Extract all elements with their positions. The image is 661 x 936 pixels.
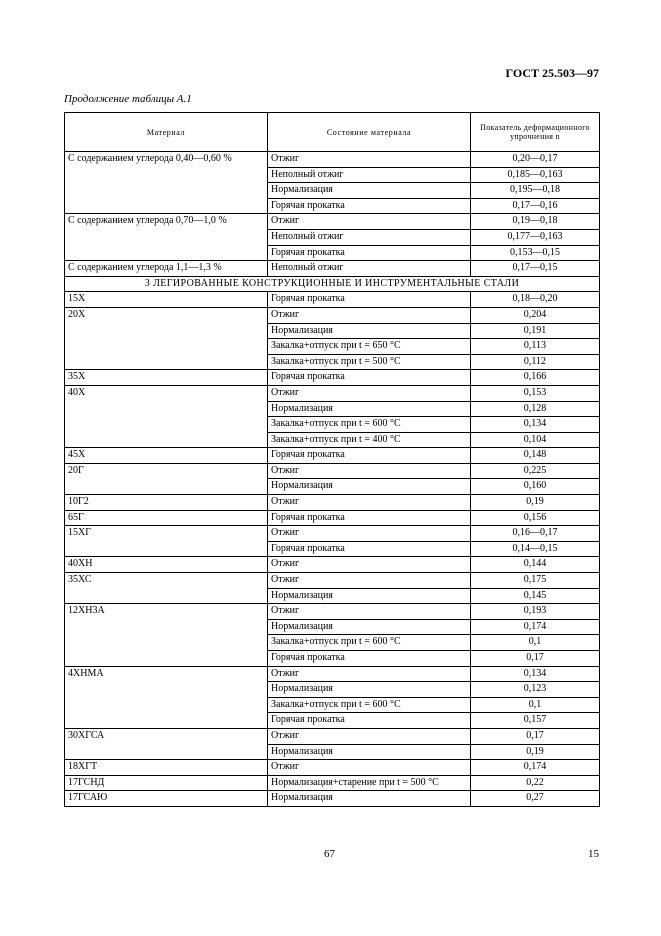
index-value-cell: 0,134 [471,666,600,682]
index-value-cell: 0,174 [471,760,600,776]
table-row [65,463,600,479]
index-value-cell: 0,19 [471,495,600,511]
state-cell: Горячая прокатка [268,292,471,308]
table-row [65,775,600,791]
material-cell: С содержанием углерода 1,1—1,3 % [65,261,268,277]
index-value-cell: 0,153 [471,385,600,401]
state-cell: Отжиг [268,760,471,776]
material-cell: 15ХГ [65,526,268,557]
index-value-cell: 0,145 [471,588,600,604]
index-value-cell: 0,225 [471,463,600,479]
state-cell: Нормализация [268,682,471,698]
state-cell: Нормализация [268,744,471,760]
table-row [65,510,600,526]
table-row [65,261,600,277]
index-value-cell: 0,16—0,17 [471,526,600,542]
index-value-cell: 0,17—0,15 [471,261,600,277]
state-cell: Отжиг [268,152,471,168]
table-row [65,573,600,589]
material-cell: 17ГСАЮ [65,791,268,807]
state-cell: Неполный отжиг [268,229,471,245]
index-value-cell: 0,1 [471,635,600,651]
state-cell: Неполный отжиг [268,261,471,277]
index-value-cell: 0,174 [471,619,600,635]
index-value-cell: 0,17 [471,728,600,744]
material-cell: 15Х [65,292,268,308]
column-header-material: Материал [65,113,268,152]
material-cell: С содержанием углерода 0,40—0,60 % [65,152,268,214]
state-cell: Нормализация+старение при t = 500 °С [268,775,471,791]
column-header-state: Состояние материала [268,113,471,152]
state-cell: Горячая прокатка [268,510,471,526]
material-cell: 18ХГТ [65,760,268,776]
material-cell: 17ГСНД [65,775,268,791]
table-row [65,495,600,511]
state-cell: Закалка+отпуск при t = 500 °С [268,354,471,370]
state-cell: Неполный отжиг [268,167,471,183]
index-value-cell: 0,191 [471,323,600,339]
state-cell: Закалка+отпуск при t = 600 °С [268,635,471,651]
index-value-cell: 0,17—0,16 [471,198,600,214]
index-value-cell: 0,193 [471,604,600,620]
index-value-cell: 0,123 [471,682,600,698]
index-value-cell: 0,195—0,18 [471,183,600,199]
state-cell: Горячая прокатка [268,245,471,261]
index-value-cell: 0,27 [471,791,600,807]
material-cell: 35ХС [65,573,268,604]
state-cell: Отжиг [268,573,471,589]
material-cell: 65Г [65,510,268,526]
material-cell: 4ХНМА [65,666,268,728]
index-value-cell: 0,19 [471,744,600,760]
page-number-center: 67 [324,848,335,860]
state-cell: Закалка+отпуск при t = 600 °С [268,417,471,433]
material-cell: 20Х [65,307,268,369]
state-cell: Горячая прокатка [268,713,471,729]
table-body [65,152,600,807]
state-cell: Нормализация [268,588,471,604]
table-row [65,448,600,464]
index-value-cell: 0,19—0,18 [471,214,600,230]
properties-table [64,112,600,807]
material-cell: 10Г2 [65,495,268,511]
state-cell: Горячая прокатка [268,541,471,557]
state-cell: Отжиг [268,526,471,542]
column-header-index: Показатель деформационного упрочнения n [471,113,600,152]
section-title: 3 ЛЕГИРОВАННЫЕ КОНСТРУКЦИОННЫЕ И ИНСТРУМЕНТАЛЬНЫЕ СТАЛИ [65,276,600,292]
table-caption: Продолжение таблицы А.1 [64,93,192,105]
table-row [65,307,600,323]
index-value-cell: 0,175 [471,573,600,589]
table-row [65,728,600,744]
state-cell: Закалка+отпуск при t = 400 °С [268,432,471,448]
index-value-cell: 0,166 [471,370,600,386]
material-cell: С содержанием углерода 0,70—1,0 % [65,214,268,261]
document-code: ГОСТ 25.503—97 [505,66,599,80]
index-value-cell: 0,104 [471,432,600,448]
index-value-cell: 0,148 [471,448,600,464]
material-cell: 40ХН [65,557,268,573]
material-cell: 45Х [65,448,268,464]
state-cell: Нормализация [268,479,471,495]
table-row [65,292,600,308]
index-value-cell: 0,112 [471,354,600,370]
material-cell: 40Х [65,385,268,447]
index-value-cell: 0,144 [471,557,600,573]
index-value-cell: 0,17 [471,651,600,667]
index-value-cell: 0,18—0,20 [471,292,600,308]
state-cell: Отжиг [268,214,471,230]
table-row [65,557,600,573]
state-cell: Нормализация [268,401,471,417]
state-cell: Отжиг [268,666,471,682]
material-cell: 35Х [65,370,268,386]
index-value-cell: 0,20—0,17 [471,152,600,168]
state-cell: Нормализация [268,619,471,635]
table-row [65,604,600,620]
table-row [65,152,600,168]
state-cell: Нормализация [268,791,471,807]
state-cell: Отжиг [268,463,471,479]
table-row [65,760,600,776]
index-value-cell: 0,113 [471,339,600,355]
index-value-cell: 0,128 [471,401,600,417]
index-value-cell: 0,204 [471,307,600,323]
state-cell: Нормализация [268,183,471,199]
state-cell: Горячая прокатка [268,651,471,667]
index-value-cell: 0,153—0,15 [471,245,600,261]
index-value-cell: 0,177—0,163 [471,229,600,245]
material-cell: 12ХН3А [65,604,268,666]
state-cell: Закалка+отпуск при t = 650 °С [268,339,471,355]
index-value-cell: 0,134 [471,417,600,433]
index-value-cell: 0,22 [471,775,600,791]
material-cell: 20Г [65,463,268,494]
state-cell: Отжиг [268,307,471,323]
state-cell: Отжиг [268,557,471,573]
table-row [65,526,600,542]
table-row [65,385,600,401]
table-row [65,370,600,386]
index-value-cell: 0,1 [471,697,600,713]
material-cell: 30ХГСА [65,728,268,759]
state-cell: Отжиг [268,604,471,620]
state-cell: Отжиг [268,728,471,744]
state-cell: Нормализация [268,323,471,339]
index-value-cell: 0,14—0,15 [471,541,600,557]
state-cell: Горячая прокатка [268,198,471,214]
index-value-cell: 0,160 [471,479,600,495]
table-row [65,666,600,682]
index-value-cell: 0,156 [471,510,600,526]
page-number-right: 15 [588,848,599,860]
state-cell: Горячая прокатка [268,448,471,464]
index-value-cell: 0,185—0,163 [471,167,600,183]
state-cell: Закалка+отпуск при t = 600 °С [268,697,471,713]
table-row [65,791,600,807]
state-cell: Отжиг [268,495,471,511]
table-header-row [65,113,600,152]
state-cell: Горячая прокатка [268,370,471,386]
state-cell: Отжиг [268,385,471,401]
index-value-cell: 0,157 [471,713,600,729]
section-row [65,276,600,292]
table-row [65,214,600,230]
